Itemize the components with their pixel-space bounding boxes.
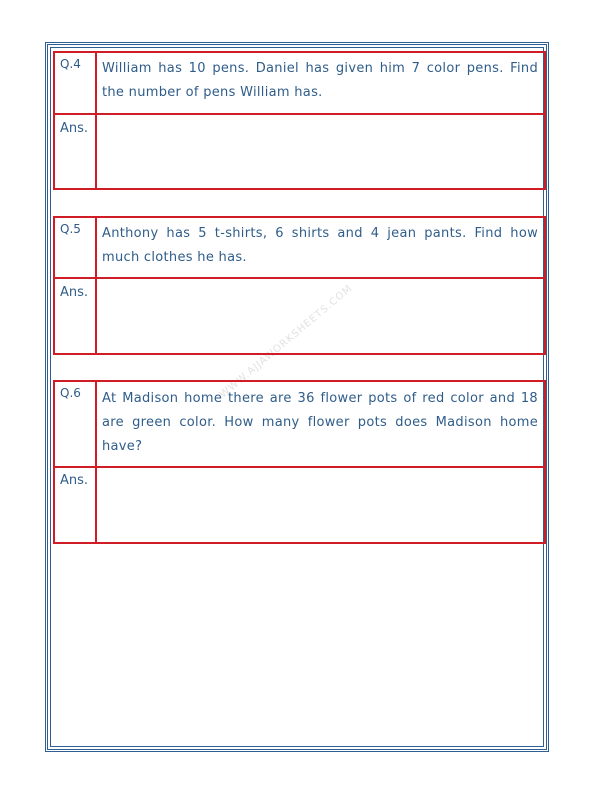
answer-row <box>53 468 546 544</box>
answer-field[interactable] <box>97 115 544 188</box>
question-row <box>53 380 546 468</box>
question-number: Q.5 <box>55 218 97 277</box>
question-text: Anthony has 5 t-shirts, 6 shirts and 4 jean pants. Find how much clothes he has. <box>102 226 538 265</box>
question-text: William has 10 pens. Daniel has given him 7 color pens. Find the number of pens William has. <box>102 61 538 100</box>
question-block-4 <box>53 51 546 190</box>
question-text: At Madison home there are 36 flower pots of red color and 18 are green color. How many flower pots does Madison home have? <box>102 391 538 454</box>
watermark: WWW.AJJAWORKSHEETS.COM <box>218 283 355 401</box>
question-number: Q.4 <box>55 53 97 113</box>
answer-field[interactable] <box>97 279 544 353</box>
question-block-5 <box>53 216 546 355</box>
question-block-6 <box>53 380 546 544</box>
question-row <box>53 216 546 279</box>
answer-label: Ans. <box>55 115 97 188</box>
answer-field[interactable] <box>97 468 544 542</box>
answer-label: Ans. <box>55 279 97 353</box>
question-row <box>53 51 546 115</box>
answer-label: Ans. <box>55 468 97 542</box>
question-number: Q.6 <box>55 382 97 466</box>
answer-row <box>53 115 546 190</box>
answer-row <box>53 279 546 355</box>
